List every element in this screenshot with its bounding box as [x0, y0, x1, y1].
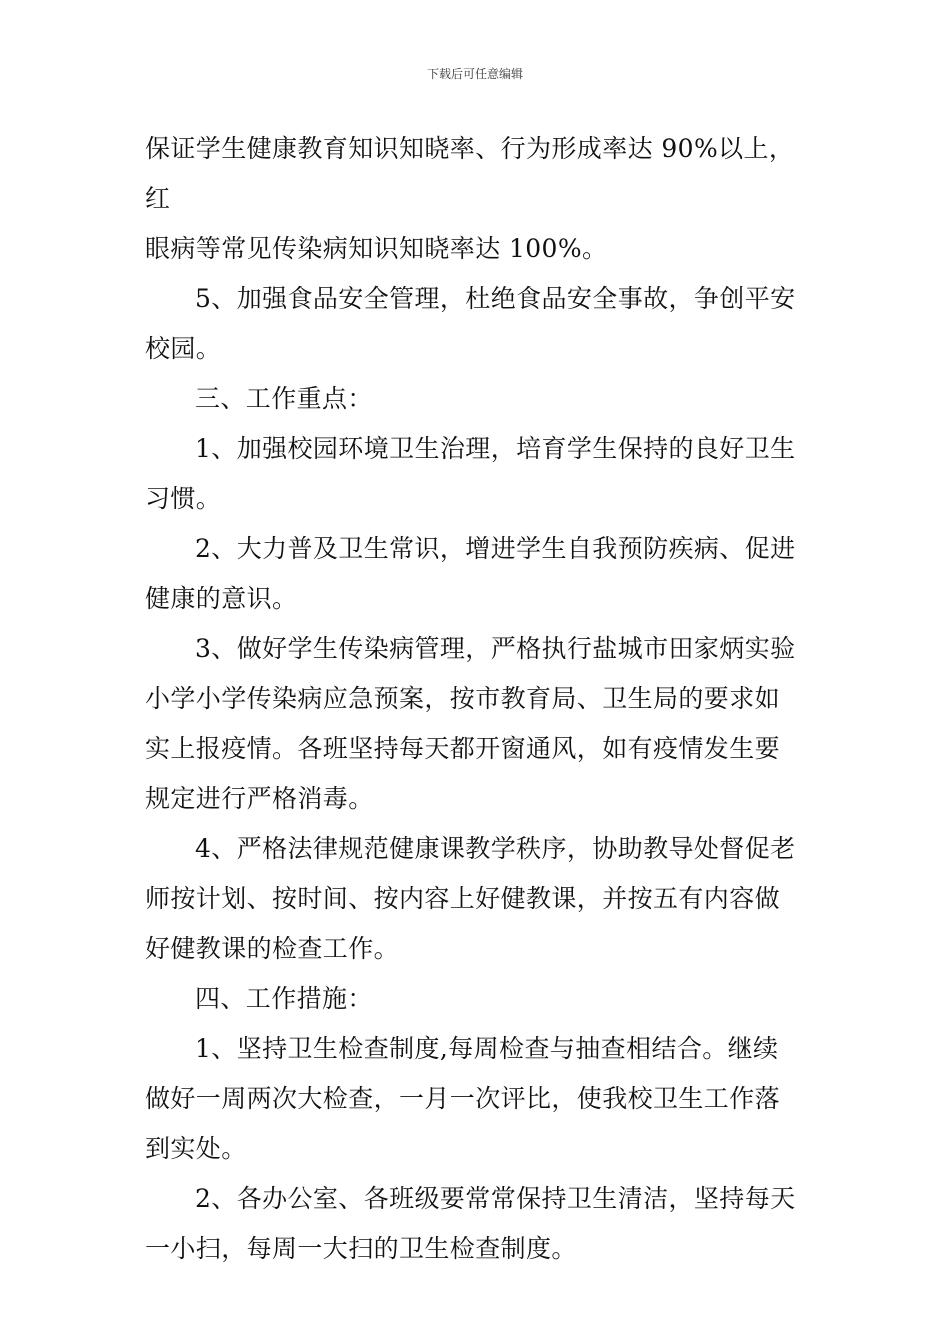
paragraph-focus-3: 3、做好学生传染病管理，严格执行盐城市田家炳实验 小学小学传染病应急预案，按市教育局、卫生局的要求如 实上报疫情。各班坚持每天都开窗通风，如有疫情发生要 规定进行严格消毒。 [145, 634, 796, 813]
paragraph-focus-4: 4、严格法律规范健康课教学秩序，协助教导处督促老 师按计划、按时间、按内容上好健教课，并按五有内容做 好健教课的检查工作。 [145, 834, 796, 963]
section-heading-work-measures: 四、工作措施： [195, 984, 373, 1013]
document-body [145, 124, 809, 1274]
paragraph-item-5-food-safety: 5、加强食品安全管理，杜绝食品安全事故，争创平安 校园。 [145, 284, 796, 363]
paragraph-focus-1: 1、加强校园环境卫生治理，培育学生保持的良好卫生 习惯。 [145, 434, 796, 513]
page-header: 下载后可任意编辑 [426, 67, 523, 81]
paragraph-continuation: 保证学生健康教育知识知晓率、行为形成率达 90%以上，红 眼病等常见传染病知识知晓率达 100%。 [145, 134, 795, 263]
paragraph-focus-2: 2、大力普及卫生常识，增进学生自我预防疾病、促进 健康的意识。 [145, 534, 796, 613]
section-heading-work-focus: 三、工作重点： [195, 384, 373, 413]
paragraph-measure-1: 1、坚持卫生检查制度,每周检查与抽查相结合。继续 做好一周两次大检查，一月一次评比，使我校卫生工作落 到实处。 [145, 1034, 781, 1163]
paragraph-measure-2: 2、各办公室、各班级要常常保持卫生清洁，坚持每天 一小扫，每周一大扫的卫生检查制度。 [145, 1184, 796, 1263]
